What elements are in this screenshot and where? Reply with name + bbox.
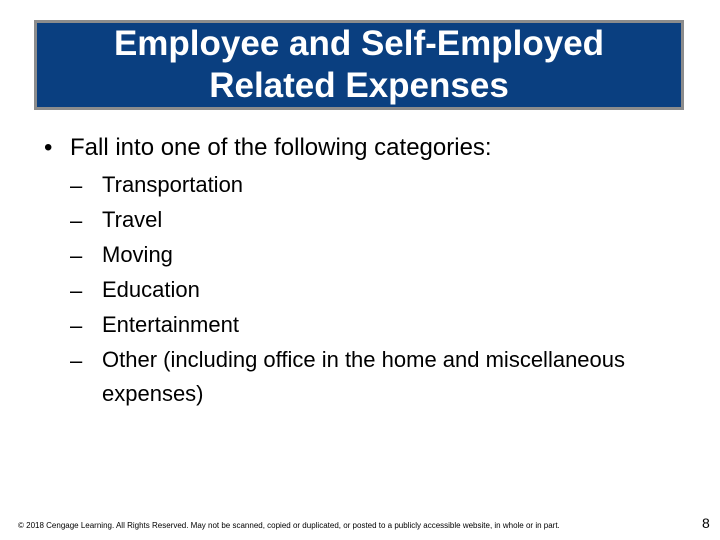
list-item [70,273,690,308]
dash-marker: – [70,208,83,233]
category-list [70,168,690,411]
copyright-notice: © 2018 Cengage Learning. All Rights Reserved. May not be scanned, copied or duplicated, or posted to a publicly accessible website, in whole or in part. [18,521,560,530]
dash-marker: – [70,348,83,373]
list-item [70,308,690,343]
list-item [70,203,690,238]
dash-marker: – [70,243,83,268]
slide-title: Employee and Self-Employed Related Expenses [113,24,605,105]
category-label: Other (including office in the home and miscellaneous expenses) [102,347,626,406]
category-label: Transportation [102,172,244,197]
category-label: Entertainment [102,312,239,337]
main-bullet [44,132,684,164]
category-label: Education [102,277,200,302]
page-number: 8 [702,515,710,531]
bullet-marker: • [44,134,53,161]
slide-title-banner [34,20,684,110]
dash-marker: – [70,313,83,338]
category-label: Travel [102,207,163,232]
dash-marker: – [70,278,83,303]
list-item [70,343,690,411]
list-item [70,168,690,203]
category-label: Moving [102,242,173,267]
list-item [70,238,690,273]
dash-marker: – [70,173,83,198]
main-bullet-text: Fall into one of the following categories: [70,134,492,161]
